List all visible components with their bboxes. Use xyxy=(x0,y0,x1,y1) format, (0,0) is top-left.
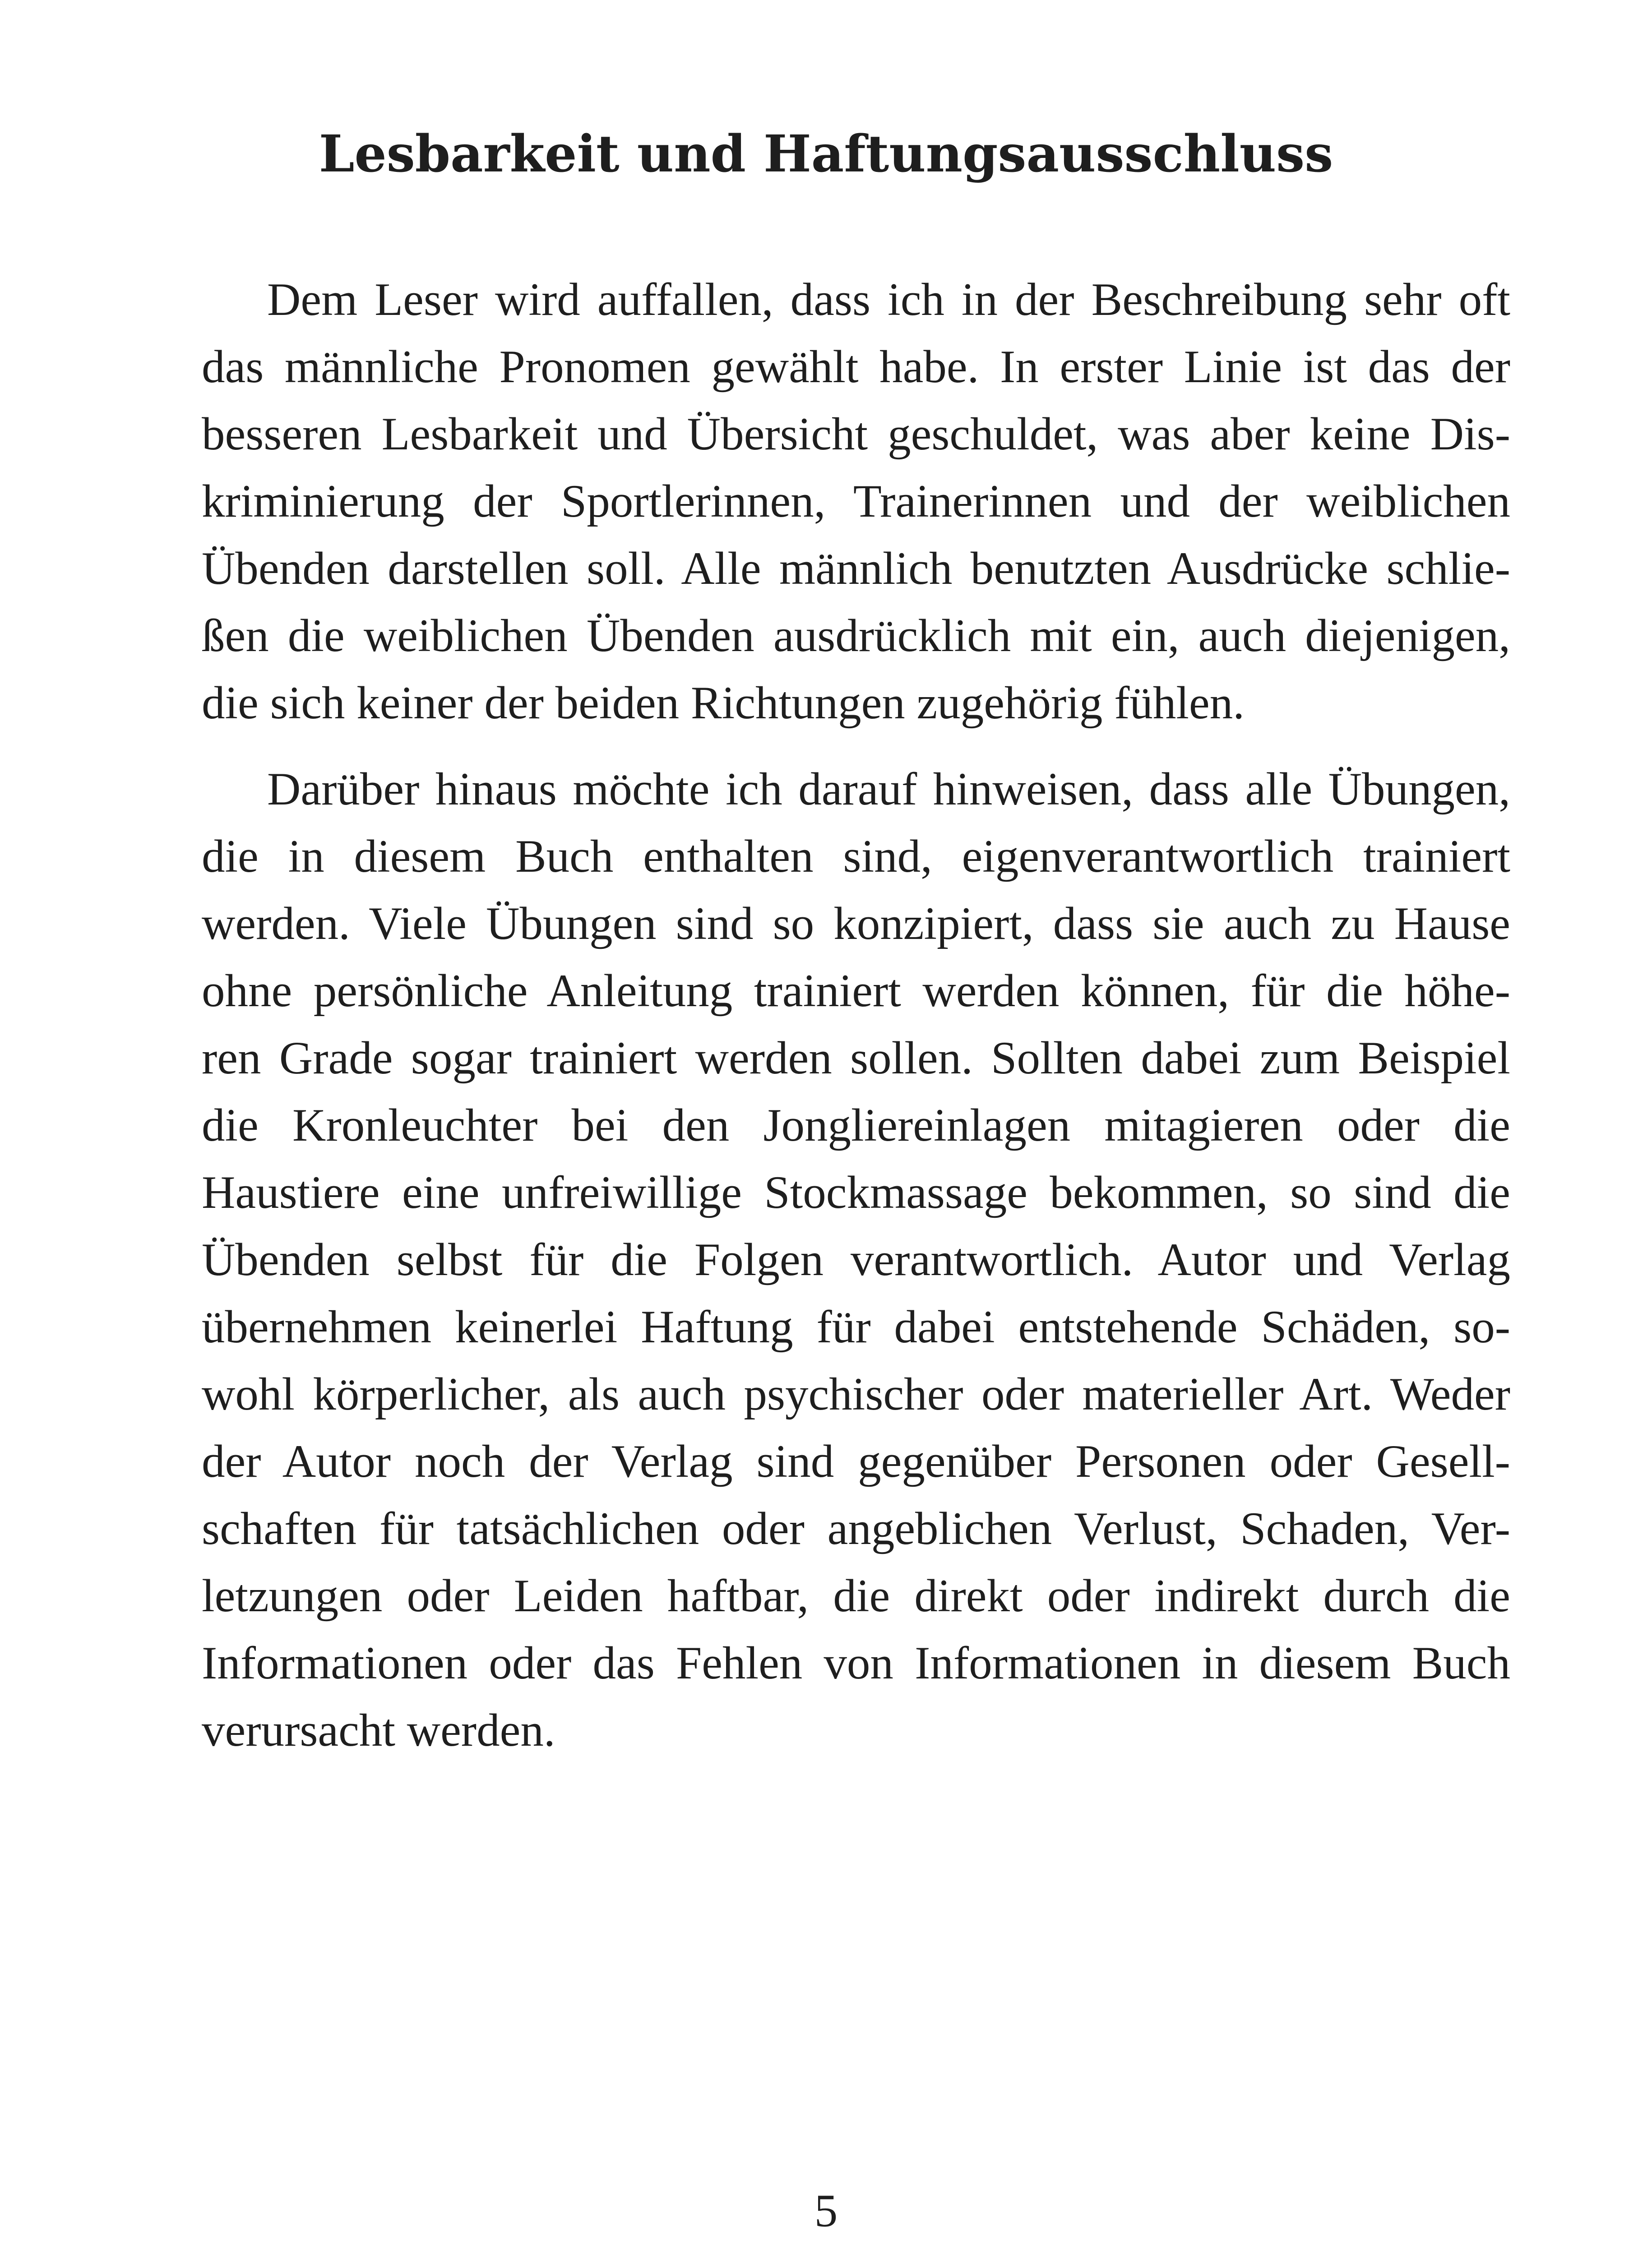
text-line: wohl körperlicher, als auch psychischer oder materieller Art. Weder xyxy=(202,1368,1510,1420)
text-line: Informationen oder das Fehlen von Informationen in diesem Buch xyxy=(202,1637,1510,1689)
text-line: die Kronleuchter bei den Jongliereinlagen mitagieren oder die xyxy=(202,1100,1510,1151)
text-line: Dem Leser wird auffallen, dass ich in der Beschreibung sehr oft xyxy=(267,274,1510,325)
body-text xyxy=(202,266,1510,1764)
text-line: kriminierung der Sportlerinnen, Trainerinnen und der weiblichen xyxy=(202,476,1510,527)
paragraph-readability xyxy=(202,266,1510,737)
text-line: Haustiere eine unfreiwillige Stockmassage bekommen, so sind die xyxy=(202,1167,1510,1218)
text-line: die sich keiner der beiden Richtungen zugehörig fühlen. xyxy=(202,677,1245,729)
page-title: Lesbarkeit und Haftungsausschluss xyxy=(319,125,1333,184)
text-line: Übenden selbst für die Folgen verantwortlich. Autor und Verlag xyxy=(202,1234,1510,1285)
text-line: übernehmen keinerlei Haftung für dabei entstehende Schäden, so- xyxy=(202,1301,1510,1353)
text-line: ohne persönliche Anleitung trainiert werden können, für die höhe- xyxy=(202,965,1510,1017)
text-line: schaften für tatsächlichen oder angeblichen Verlust, Schaden, Ver- xyxy=(202,1503,1510,1554)
text-line: Darüber hinaus möchte ich darauf hinweisen, dass alle Übungen, xyxy=(267,763,1510,815)
text-line: werden. Viele Übungen sind so konzipiert, dass sie auch zu Hause xyxy=(202,898,1510,949)
text-line: das männliche Pronomen gewählt habe. In erster Linie ist das der xyxy=(202,341,1510,393)
text-line: ren Grade sogar trainiert werden sollen. Sollten dabei zum Beispiel xyxy=(202,1032,1510,1084)
text-line: der Autor noch der Verlag sind gegenüber Personen oder Gesell- xyxy=(202,1436,1510,1487)
page-number: 5 xyxy=(814,2185,838,2237)
text-line: ßen die weiblichen Übenden ausdrücklich mit ein, auch diejenigen, xyxy=(202,610,1510,661)
text-line: letzungen oder Leiden haftbar, die direkt oder indirekt durch die xyxy=(202,1570,1510,1622)
paragraph-spacer xyxy=(202,737,1510,756)
text-line: besseren Lesbarkeit und Übersicht geschuldet, was aber keine Dis- xyxy=(202,408,1510,460)
text-line: verursacht werden. xyxy=(202,1705,555,1756)
text-line: die in diesem Buch enthalten sind, eigenverantwortlich trainiert xyxy=(202,831,1510,882)
text-line: Übenden darstellen soll. Alle männlich benutzten Ausdrücke schlie- xyxy=(202,543,1510,594)
paragraph-disclaimer xyxy=(202,756,1510,1764)
